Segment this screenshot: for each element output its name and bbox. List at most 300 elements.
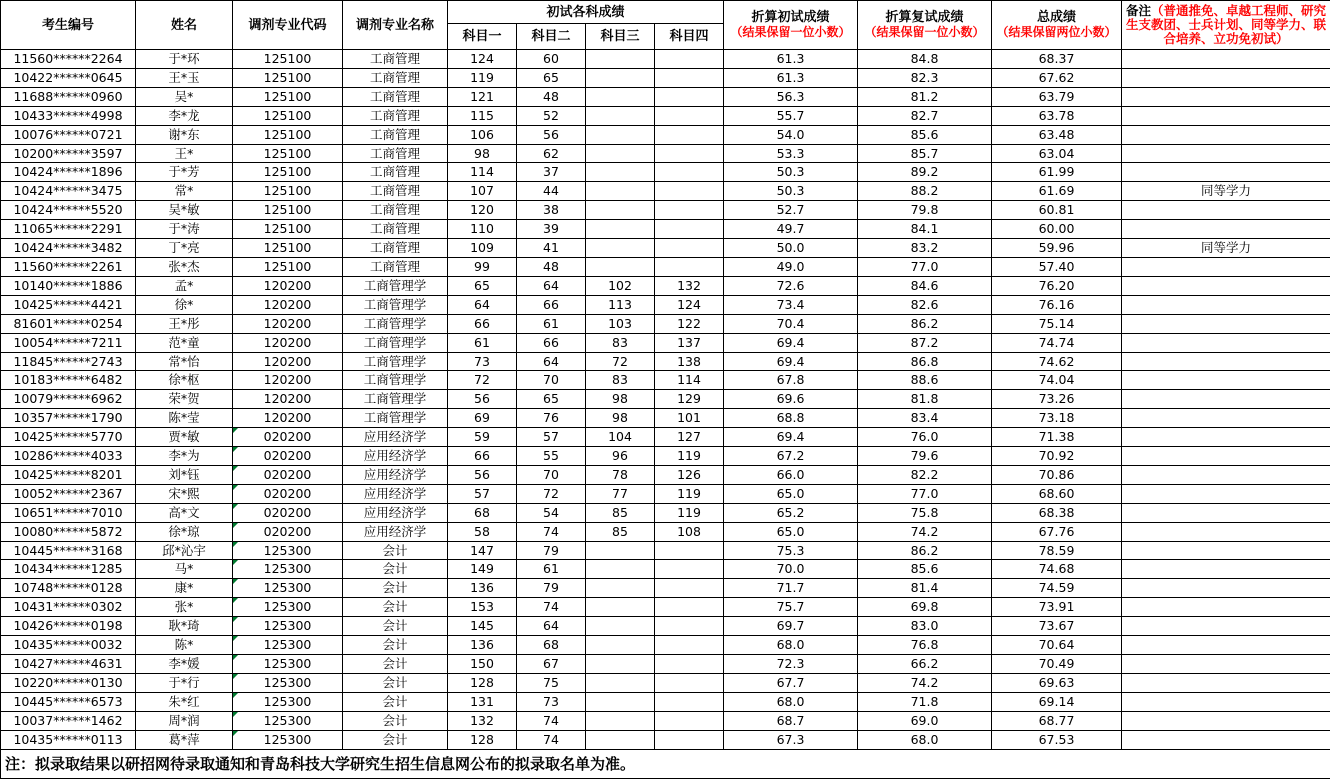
cell-subject4[interactable]: [655, 730, 724, 749]
cell-converted-retest[interactable]: 69.0: [858, 711, 992, 730]
cell-subject1[interactable]: 147: [448, 541, 517, 560]
cell-major-name[interactable]: 工商管理学: [343, 276, 448, 295]
cell-converted-retest[interactable]: 86.2: [858, 314, 992, 333]
cell-converted-initial[interactable]: 70.4: [724, 314, 858, 333]
cell-subject3[interactable]: [586, 201, 655, 220]
cell-remark[interactable]: [1122, 163, 1330, 182]
header-subject1[interactable]: 科目一: [448, 24, 517, 50]
cell-converted-initial[interactable]: 65.0: [724, 522, 858, 541]
cell-converted-initial[interactable]: 53.3: [724, 144, 858, 163]
cell-converted-retest[interactable]: 88.2: [858, 182, 992, 201]
cell-subject4[interactable]: [655, 68, 724, 87]
cell-subject3[interactable]: [586, 560, 655, 579]
cell-subject4[interactable]: [655, 711, 724, 730]
cell-converted-initial[interactable]: 69.6: [724, 390, 858, 409]
cell-remark[interactable]: [1122, 465, 1330, 484]
cell-subject2[interactable]: 41: [517, 239, 586, 258]
cell-name[interactable]: 李*媛: [136, 655, 233, 674]
cell-subject2[interactable]: 74: [517, 730, 586, 749]
cell-subject2[interactable]: 64: [517, 617, 586, 636]
cell-total-score[interactable]: 74.59: [992, 579, 1122, 598]
cell-subject2[interactable]: 66: [517, 333, 586, 352]
cell-total-score[interactable]: 59.96: [992, 239, 1122, 258]
cell-subject4[interactable]: [655, 617, 724, 636]
cell-name[interactable]: 丁*亮: [136, 239, 233, 258]
cell-candidate-id[interactable]: 10424******1896: [1, 163, 136, 182]
cell-subject4[interactable]: 137: [655, 333, 724, 352]
cell-subject3[interactable]: 85: [586, 522, 655, 541]
cell-converted-initial[interactable]: 49.7: [724, 220, 858, 239]
cell-subject2[interactable]: 64: [517, 276, 586, 295]
cell-subject1[interactable]: 128: [448, 730, 517, 749]
cell-converted-retest[interactable]: 68.0: [858, 730, 992, 749]
cell-subject1[interactable]: 136: [448, 636, 517, 655]
cell-subject1[interactable]: 114: [448, 163, 517, 182]
cell-converted-retest[interactable]: 88.6: [858, 371, 992, 390]
cell-major-name[interactable]: 会计: [343, 711, 448, 730]
cell-subject3[interactable]: 77: [586, 484, 655, 503]
cell-major-code[interactable]: 020200: [233, 447, 343, 466]
cell-subject2[interactable]: 48: [517, 87, 586, 106]
cell-converted-retest[interactable]: 79.6: [858, 447, 992, 466]
cell-major-code[interactable]: 125100: [233, 239, 343, 258]
cell-converted-retest[interactable]: 77.0: [858, 484, 992, 503]
cell-name[interactable]: 吴*: [136, 87, 233, 106]
cell-name[interactable]: 周*润: [136, 711, 233, 730]
cell-major-name[interactable]: 工商管理: [343, 239, 448, 258]
cell-subject4[interactable]: 119: [655, 503, 724, 522]
cell-major-code[interactable]: 125100: [233, 257, 343, 276]
cell-total-score[interactable]: 78.59: [992, 541, 1122, 560]
cell-major-name[interactable]: 工商管理: [343, 106, 448, 125]
cell-remark[interactable]: [1122, 692, 1330, 711]
cell-remark[interactable]: [1122, 484, 1330, 503]
cell-major-code[interactable]: 125100: [233, 50, 343, 69]
cell-subject2[interactable]: 56: [517, 125, 586, 144]
cell-subject3[interactable]: [586, 636, 655, 655]
cell-name[interactable]: 王*彤: [136, 314, 233, 333]
cell-converted-retest[interactable]: 82.6: [858, 295, 992, 314]
cell-remark[interactable]: [1122, 409, 1330, 428]
cell-candidate-id[interactable]: 10076******0721: [1, 125, 136, 144]
cell-converted-initial[interactable]: 68.0: [724, 692, 858, 711]
cell-major-name[interactable]: 应用经济学: [343, 465, 448, 484]
cell-subject1[interactable]: 57: [448, 484, 517, 503]
cell-major-name[interactable]: 工商管理: [343, 182, 448, 201]
cell-subject3[interactable]: [586, 673, 655, 692]
cell-converted-initial[interactable]: 68.8: [724, 409, 858, 428]
cell-subject1[interactable]: 99: [448, 257, 517, 276]
cell-converted-initial[interactable]: 67.2: [724, 447, 858, 466]
cell-converted-initial[interactable]: 56.3: [724, 87, 858, 106]
cell-subject1[interactable]: 115: [448, 106, 517, 125]
cell-major-code[interactable]: 125300: [233, 711, 343, 730]
cell-converted-initial[interactable]: 65.2: [724, 503, 858, 522]
cell-major-name[interactable]: 工商管理学: [343, 314, 448, 333]
cell-converted-retest[interactable]: 74.2: [858, 522, 992, 541]
cell-subject3[interactable]: [586, 711, 655, 730]
cell-major-code[interactable]: 120200: [233, 333, 343, 352]
cell-subject2[interactable]: 57: [517, 428, 586, 447]
cell-converted-retest[interactable]: 83.0: [858, 617, 992, 636]
cell-subject1[interactable]: 121: [448, 87, 517, 106]
cell-subject2[interactable]: 37: [517, 163, 586, 182]
cell-total-score[interactable]: 67.76: [992, 522, 1122, 541]
cell-subject1[interactable]: 110: [448, 220, 517, 239]
cell-major-code[interactable]: 125100: [233, 68, 343, 87]
cell-converted-retest[interactable]: 75.8: [858, 503, 992, 522]
cell-subject1[interactable]: 124: [448, 50, 517, 69]
cell-subject3[interactable]: [586, 163, 655, 182]
cell-converted-retest[interactable]: 85.7: [858, 144, 992, 163]
cell-subject3[interactable]: [586, 220, 655, 239]
cell-subject2[interactable]: 64: [517, 352, 586, 371]
cell-candidate-id[interactable]: 10425******5770: [1, 428, 136, 447]
cell-total-score[interactable]: 60.00: [992, 220, 1122, 239]
cell-converted-retest[interactable]: 71.8: [858, 692, 992, 711]
cell-total-score[interactable]: 68.77: [992, 711, 1122, 730]
cell-subject1[interactable]: 61: [448, 333, 517, 352]
cell-name[interactable]: 陈*: [136, 636, 233, 655]
cell-major-code[interactable]: 125100: [233, 220, 343, 239]
cell-major-code[interactable]: 125300: [233, 579, 343, 598]
cell-subject3[interactable]: 103: [586, 314, 655, 333]
cell-subject1[interactable]: 106: [448, 125, 517, 144]
cell-major-code[interactable]: 125300: [233, 560, 343, 579]
cell-remark[interactable]: [1122, 447, 1330, 466]
cell-subject2[interactable]: 61: [517, 560, 586, 579]
cell-major-code[interactable]: 125100: [233, 182, 343, 201]
cell-converted-initial[interactable]: 50.3: [724, 182, 858, 201]
cell-converted-initial[interactable]: 49.0: [724, 257, 858, 276]
cell-major-name[interactable]: 工商管理学: [343, 371, 448, 390]
cell-remark[interactable]: [1122, 333, 1330, 352]
cell-subject2[interactable]: 65: [517, 68, 586, 87]
cell-remark[interactable]: [1122, 106, 1330, 125]
cell-converted-initial[interactable]: 73.4: [724, 295, 858, 314]
cell-subject4[interactable]: [655, 50, 724, 69]
cell-subject4[interactable]: 101: [655, 409, 724, 428]
cell-major-name[interactable]: 工商管理: [343, 144, 448, 163]
cell-remark[interactable]: [1122, 503, 1330, 522]
cell-subject4[interactable]: [655, 106, 724, 125]
cell-remark[interactable]: [1122, 50, 1330, 69]
cell-major-name[interactable]: 会计: [343, 541, 448, 560]
cell-converted-retest[interactable]: 82.7: [858, 106, 992, 125]
cell-total-score[interactable]: 74.68: [992, 560, 1122, 579]
cell-name[interactable]: 于*行: [136, 673, 233, 692]
cell-major-code[interactable]: 120200: [233, 390, 343, 409]
cell-subject4[interactable]: 119: [655, 484, 724, 503]
cell-total-score[interactable]: 74.74: [992, 333, 1122, 352]
cell-subject3[interactable]: 113: [586, 295, 655, 314]
cell-subject1[interactable]: 107: [448, 182, 517, 201]
cell-remark[interactable]: [1122, 541, 1330, 560]
cell-total-score[interactable]: 63.78: [992, 106, 1122, 125]
cell-subject4[interactable]: 127: [655, 428, 724, 447]
cell-subject2[interactable]: 75: [517, 673, 586, 692]
cell-subject1[interactable]: 73: [448, 352, 517, 371]
cell-name[interactable]: 陈*莹: [136, 409, 233, 428]
cell-subject1[interactable]: 120: [448, 201, 517, 220]
cell-name[interactable]: 宋*熙: [136, 484, 233, 503]
cell-major-code[interactable]: 125100: [233, 106, 343, 125]
cell-converted-retest[interactable]: 77.0: [858, 257, 992, 276]
cell-total-score[interactable]: 63.79: [992, 87, 1122, 106]
cell-remark[interactable]: [1122, 560, 1330, 579]
cell-total-score[interactable]: 70.49: [992, 655, 1122, 674]
cell-major-code[interactable]: 020200: [233, 428, 343, 447]
cell-subject4[interactable]: 119: [655, 447, 724, 466]
cell-candidate-id[interactable]: 10426******0198: [1, 617, 136, 636]
cell-remark[interactable]: [1122, 257, 1330, 276]
cell-subject2[interactable]: 52: [517, 106, 586, 125]
cell-name[interactable]: 范*童: [136, 333, 233, 352]
cell-subject2[interactable]: 70: [517, 371, 586, 390]
cell-major-code[interactable]: 125300: [233, 617, 343, 636]
cell-total-score[interactable]: 67.62: [992, 68, 1122, 87]
cell-candidate-id[interactable]: 10424******3475: [1, 182, 136, 201]
cell-total-score[interactable]: 61.99: [992, 163, 1122, 182]
cell-subject1[interactable]: 145: [448, 617, 517, 636]
cell-name[interactable]: 于*环: [136, 50, 233, 69]
cell-total-score[interactable]: 75.14: [992, 314, 1122, 333]
cell-converted-retest[interactable]: 83.2: [858, 239, 992, 258]
cell-total-score[interactable]: 68.60: [992, 484, 1122, 503]
cell-remark[interactable]: [1122, 314, 1330, 333]
cell-candidate-id[interactable]: 11845******2743: [1, 352, 136, 371]
cell-major-name[interactable]: 会计: [343, 730, 448, 749]
cell-total-score[interactable]: 61.69: [992, 182, 1122, 201]
cell-converted-retest[interactable]: 82.3: [858, 68, 992, 87]
cell-remark[interactable]: [1122, 598, 1330, 617]
cell-name[interactable]: 吴*敏: [136, 201, 233, 220]
cell-converted-retest[interactable]: 74.2: [858, 673, 992, 692]
cell-subject3[interactable]: 83: [586, 333, 655, 352]
cell-major-name[interactable]: 应用经济学: [343, 428, 448, 447]
cell-major-code[interactable]: 125100: [233, 144, 343, 163]
cell-candidate-id[interactable]: 11560******2261: [1, 257, 136, 276]
cell-subject4[interactable]: [655, 220, 724, 239]
cell-name[interactable]: 李*为: [136, 447, 233, 466]
cell-subject3[interactable]: [586, 182, 655, 201]
cell-total-score[interactable]: 63.48: [992, 125, 1122, 144]
cell-candidate-id[interactable]: 10080******5872: [1, 522, 136, 541]
cell-major-code[interactable]: 120200: [233, 371, 343, 390]
cell-candidate-id[interactable]: 10425******4421: [1, 295, 136, 314]
cell-candidate-id[interactable]: 10748******0128: [1, 579, 136, 598]
cell-name[interactable]: 朱*红: [136, 692, 233, 711]
cell-candidate-id[interactable]: 10431******0302: [1, 598, 136, 617]
cell-candidate-id[interactable]: 10037******1462: [1, 711, 136, 730]
cell-subject4[interactable]: [655, 125, 724, 144]
cell-subject1[interactable]: 66: [448, 314, 517, 333]
cell-subject2[interactable]: 72: [517, 484, 586, 503]
cell-total-score[interactable]: 69.63: [992, 673, 1122, 692]
cell-candidate-id[interactable]: 10425******8201: [1, 465, 136, 484]
header-converted-retest[interactable]: [858, 1, 992, 50]
cell-subject2[interactable]: 66: [517, 295, 586, 314]
cell-subject4[interactable]: 129: [655, 390, 724, 409]
cell-major-name[interactable]: 工商管理: [343, 220, 448, 239]
cell-subject2[interactable]: 68: [517, 636, 586, 655]
cell-subject3[interactable]: [586, 239, 655, 258]
cell-remark[interactable]: [1122, 711, 1330, 730]
cell-total-score[interactable]: 70.64: [992, 636, 1122, 655]
cell-candidate-id[interactable]: 10422******0645: [1, 68, 136, 87]
cell-remark[interactable]: [1122, 636, 1330, 655]
cell-subject1[interactable]: 66: [448, 447, 517, 466]
cell-subject3[interactable]: [586, 68, 655, 87]
cell-major-name[interactable]: 应用经济学: [343, 484, 448, 503]
cell-major-code[interactable]: 125300: [233, 598, 343, 617]
cell-total-score[interactable]: 67.53: [992, 730, 1122, 749]
cell-name[interactable]: 刘*钰: [136, 465, 233, 484]
cell-subject3[interactable]: [586, 257, 655, 276]
cell-name[interactable]: 李*龙: [136, 106, 233, 125]
cell-converted-retest[interactable]: 66.2: [858, 655, 992, 674]
header-candidate-id[interactable]: 考生编号: [1, 1, 136, 50]
cell-converted-initial[interactable]: 61.3: [724, 50, 858, 69]
cell-subject4[interactable]: [655, 692, 724, 711]
cell-total-score[interactable]: 74.04: [992, 371, 1122, 390]
cell-subject2[interactable]: 76: [517, 409, 586, 428]
cell-subject4[interactable]: [655, 673, 724, 692]
cell-subject1[interactable]: 136: [448, 579, 517, 598]
cell-converted-initial[interactable]: 70.0: [724, 560, 858, 579]
cell-subject2[interactable]: 44: [517, 182, 586, 201]
cell-name[interactable]: 张*: [136, 598, 233, 617]
cell-subject3[interactable]: [586, 598, 655, 617]
cell-major-name[interactable]: 会计: [343, 598, 448, 617]
cell-remark[interactable]: [1122, 617, 1330, 636]
cell-total-score[interactable]: 70.92: [992, 447, 1122, 466]
cell-converted-retest[interactable]: 76.0: [858, 428, 992, 447]
cell-converted-initial[interactable]: 65.0: [724, 484, 858, 503]
cell-candidate-id[interactable]: 10424******5520: [1, 201, 136, 220]
cell-major-name[interactable]: 会计: [343, 673, 448, 692]
cell-subject2[interactable]: 70: [517, 465, 586, 484]
cell-subject1[interactable]: 59: [448, 428, 517, 447]
cell-converted-initial[interactable]: 69.7: [724, 617, 858, 636]
cell-subject2[interactable]: 65: [517, 390, 586, 409]
cell-remark[interactable]: 同等学力: [1122, 182, 1330, 201]
cell-name[interactable]: 徐*琼: [136, 522, 233, 541]
cell-subject3[interactable]: 96: [586, 447, 655, 466]
cell-subject4[interactable]: [655, 655, 724, 674]
cell-total-score[interactable]: 68.38: [992, 503, 1122, 522]
cell-candidate-id[interactable]: 10424******3482: [1, 239, 136, 258]
cell-converted-initial[interactable]: 72.6: [724, 276, 858, 295]
cell-subject2[interactable]: 73: [517, 692, 586, 711]
cell-converted-retest[interactable]: 86.8: [858, 352, 992, 371]
cell-major-name[interactable]: 会计: [343, 560, 448, 579]
cell-subject4[interactable]: 108: [655, 522, 724, 541]
cell-subject4[interactable]: [655, 239, 724, 258]
cell-name[interactable]: 邱*沁宇: [136, 541, 233, 560]
cell-subject2[interactable]: 67: [517, 655, 586, 674]
cell-candidate-id[interactable]: 81601******0254: [1, 314, 136, 333]
cell-major-name[interactable]: 工商管理: [343, 50, 448, 69]
cell-major-name[interactable]: 会计: [343, 692, 448, 711]
cell-total-score[interactable]: 76.20: [992, 276, 1122, 295]
cell-major-code[interactable]: 120200: [233, 276, 343, 295]
cell-subject2[interactable]: 79: [517, 541, 586, 560]
cell-subject1[interactable]: 69: [448, 409, 517, 428]
cell-candidate-id[interactable]: 10140******1886: [1, 276, 136, 295]
cell-name[interactable]: 于*涛: [136, 220, 233, 239]
cell-subject4[interactable]: [655, 560, 724, 579]
cell-major-code[interactable]: 120200: [233, 314, 343, 333]
cell-subject1[interactable]: 72: [448, 371, 517, 390]
cell-remark[interactable]: [1122, 428, 1330, 447]
cell-subject2[interactable]: 74: [517, 711, 586, 730]
cell-major-code[interactable]: 125100: [233, 87, 343, 106]
cell-converted-retest[interactable]: 85.6: [858, 560, 992, 579]
cell-total-score[interactable]: 60.81: [992, 201, 1122, 220]
cell-subject4[interactable]: 126: [655, 465, 724, 484]
cell-subject2[interactable]: 48: [517, 257, 586, 276]
cell-remark[interactable]: [1122, 673, 1330, 692]
cell-name[interactable]: 荣*贺: [136, 390, 233, 409]
cell-converted-retest[interactable]: 76.8: [858, 636, 992, 655]
cell-candidate-id[interactable]: 10286******4033: [1, 447, 136, 466]
cell-converted-initial[interactable]: 50.0: [724, 239, 858, 258]
cell-total-score[interactable]: 70.86: [992, 465, 1122, 484]
cell-remark[interactable]: [1122, 276, 1330, 295]
header-subject2[interactable]: 科目二: [517, 24, 586, 50]
cell-candidate-id[interactable]: 10079******6962: [1, 390, 136, 409]
cell-candidate-id[interactable]: 10220******0130: [1, 673, 136, 692]
cell-subject3[interactable]: 104: [586, 428, 655, 447]
cell-name[interactable]: 王*: [136, 144, 233, 163]
cell-subject4[interactable]: 122: [655, 314, 724, 333]
cell-major-name[interactable]: 应用经济学: [343, 447, 448, 466]
cell-subject2[interactable]: 38: [517, 201, 586, 220]
cell-subject4[interactable]: [655, 598, 724, 617]
cell-major-code[interactable]: 125300: [233, 655, 343, 674]
cell-major-name[interactable]: 工商管理学: [343, 390, 448, 409]
cell-name[interactable]: 贾*敏: [136, 428, 233, 447]
cell-major-code[interactable]: 120200: [233, 409, 343, 428]
cell-converted-initial[interactable]: 61.3: [724, 68, 858, 87]
cell-remark[interactable]: 同等学力: [1122, 239, 1330, 258]
cell-subject3[interactable]: 98: [586, 409, 655, 428]
cell-subject2[interactable]: 74: [517, 522, 586, 541]
cell-candidate-id[interactable]: 11560******2264: [1, 50, 136, 69]
cell-subject4[interactable]: [655, 163, 724, 182]
cell-subject3[interactable]: [586, 541, 655, 560]
cell-subject1[interactable]: 65: [448, 276, 517, 295]
cell-remark[interactable]: [1122, 352, 1330, 371]
cell-subject1[interactable]: 131: [448, 692, 517, 711]
cell-subject3[interactable]: [586, 106, 655, 125]
cell-converted-retest[interactable]: 83.4: [858, 409, 992, 428]
cell-converted-initial[interactable]: 69.4: [724, 428, 858, 447]
cell-converted-retest[interactable]: 84.6: [858, 276, 992, 295]
cell-remark[interactable]: [1122, 522, 1330, 541]
cell-name[interactable]: 马*: [136, 560, 233, 579]
cell-major-name[interactable]: 会计: [343, 636, 448, 655]
cell-major-name[interactable]: 工商管理: [343, 87, 448, 106]
cell-converted-initial[interactable]: 68.0: [724, 636, 858, 655]
cell-subject1[interactable]: 128: [448, 673, 517, 692]
cell-total-score[interactable]: 68.37: [992, 50, 1122, 69]
cell-name[interactable]: 孟*: [136, 276, 233, 295]
cell-subject3[interactable]: 98: [586, 390, 655, 409]
header-major-code[interactable]: 调剂专业代码: [233, 1, 343, 50]
cell-converted-initial[interactable]: 52.7: [724, 201, 858, 220]
